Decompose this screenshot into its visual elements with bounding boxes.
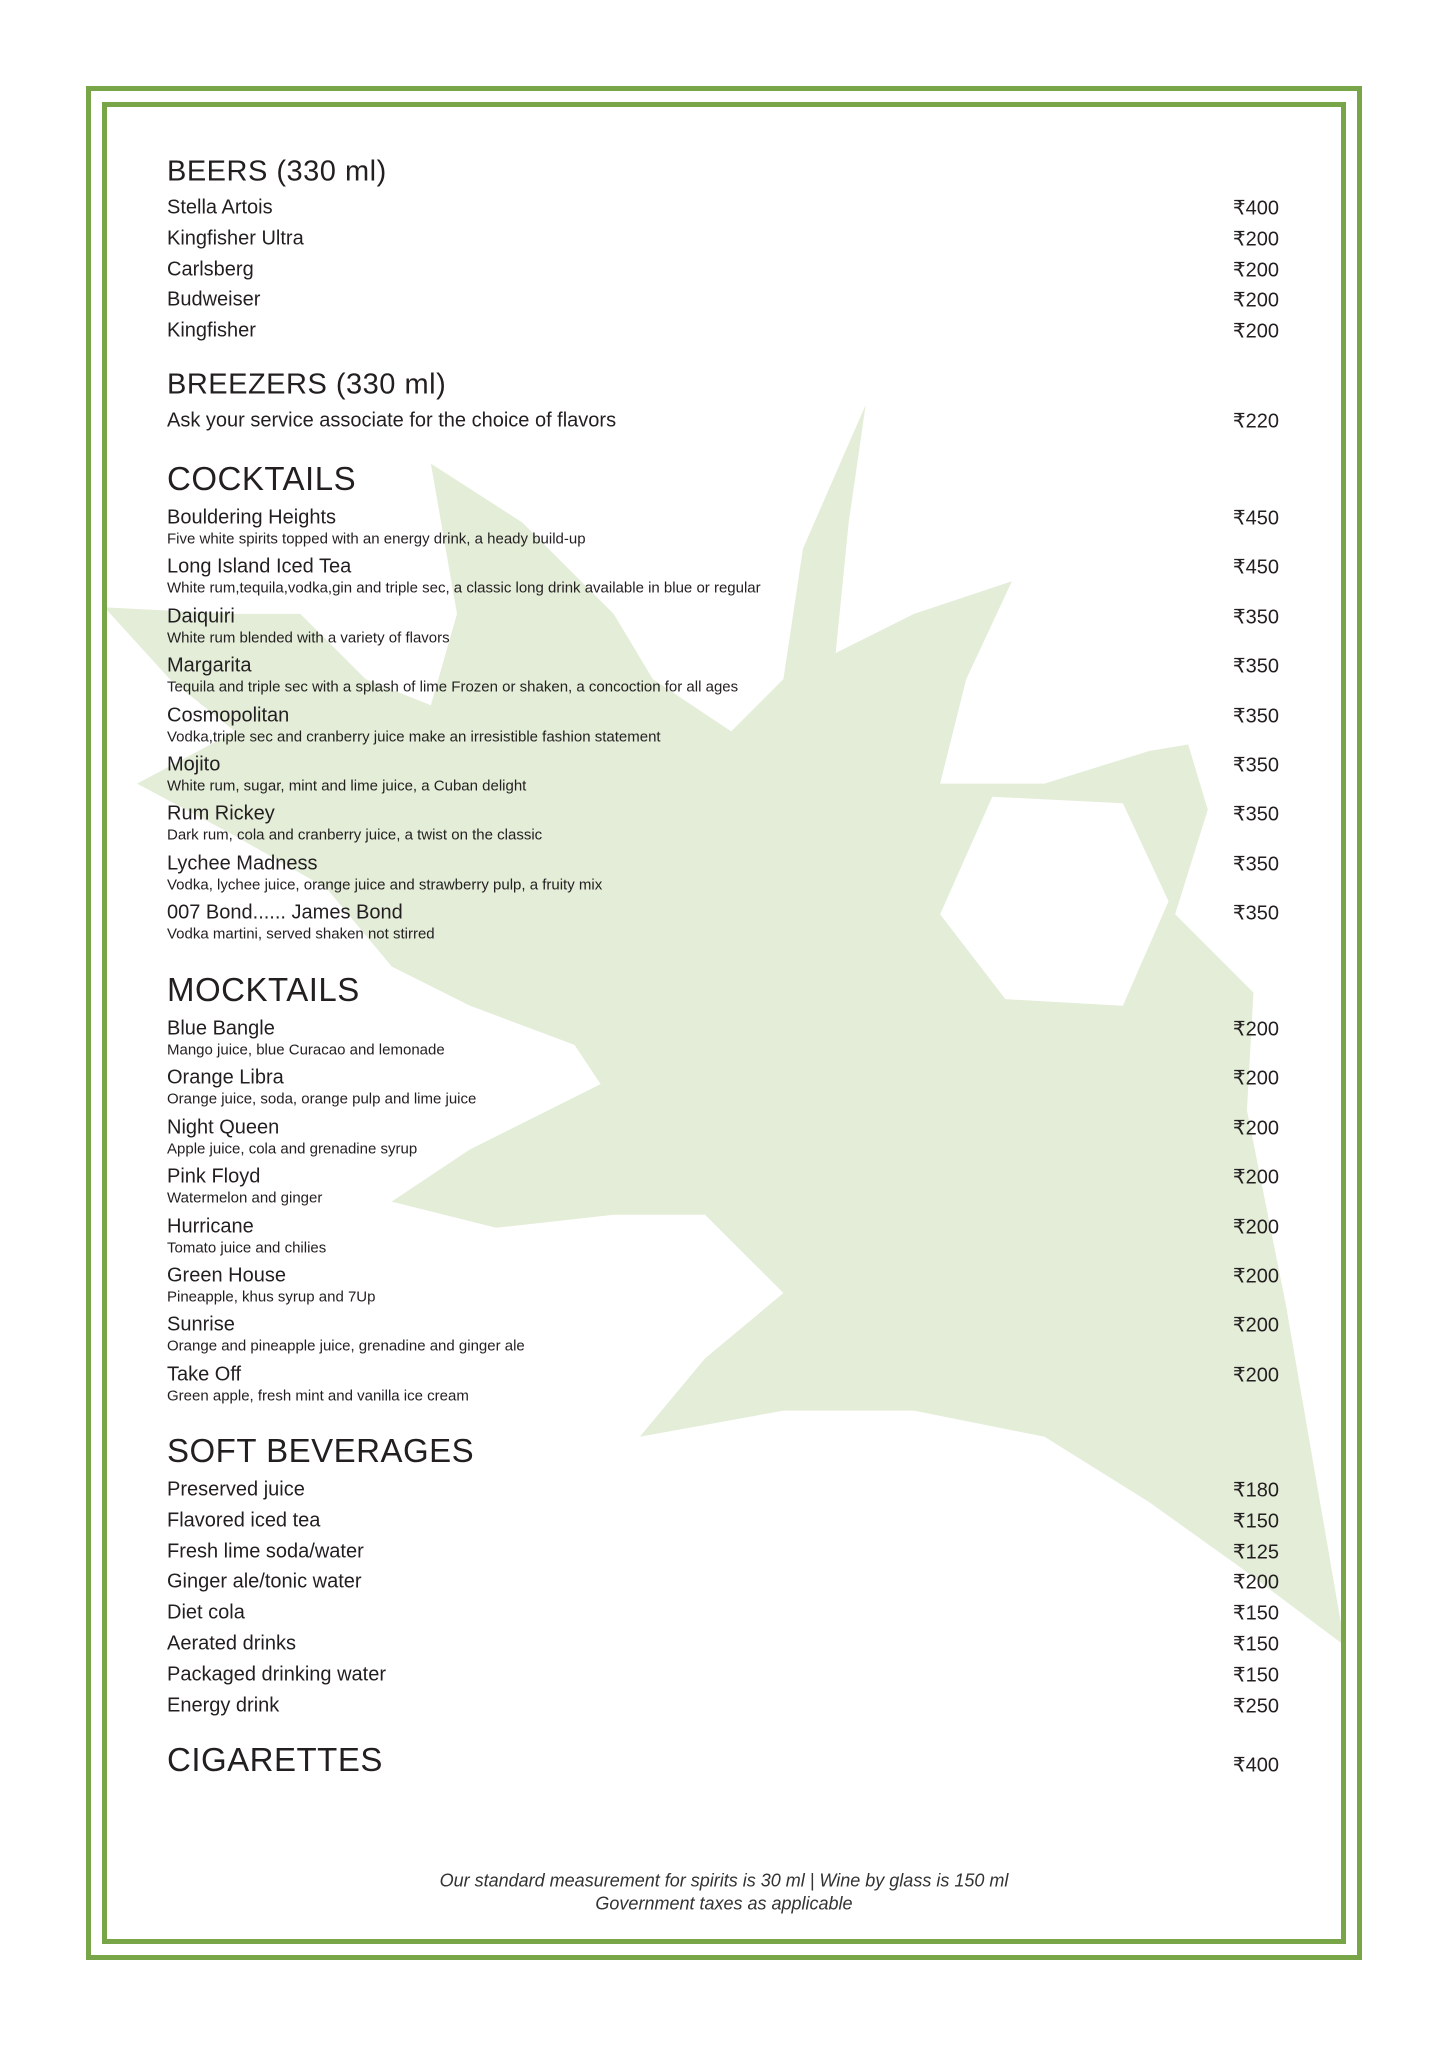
menu-item-name: Blue Bangle bbox=[167, 1017, 275, 1040]
menu-item-name: Ginger ale/tonic water bbox=[167, 1570, 362, 1593]
menu-item-price: ₹250 bbox=[1232, 1695, 1279, 1718]
menu-item-name: Diet cola bbox=[167, 1601, 245, 1624]
menu-item-name: Daiquiri bbox=[167, 605, 235, 628]
menu-item-name: Flavored iced tea bbox=[167, 1509, 321, 1532]
menu-item-price: ₹200 bbox=[1232, 228, 1279, 251]
menu-item-description: White rum, sugar, mint and lime juice, a Cuban delight bbox=[167, 777, 527, 795]
menu-item-description: Vodka,triple sec and cranberry juice make an irresistible fashion statement bbox=[167, 728, 661, 746]
menu-item-price: ₹200 bbox=[1232, 1216, 1279, 1239]
menu-item-name: Fresh lime soda/water bbox=[167, 1540, 364, 1563]
section-heading-mocktails: MOCKTAILS bbox=[167, 971, 360, 1008]
cigarettes-price: ₹400 bbox=[1232, 1754, 1279, 1777]
menu-content bbox=[167, 0, 1279, 2048]
menu-item-price: ₹200 bbox=[1232, 1364, 1279, 1387]
menu-item-name: Margarita bbox=[167, 654, 252, 677]
menu-item-description: Tomato juice and chilies bbox=[167, 1239, 327, 1257]
menu-item-name: Preserved juice bbox=[167, 1478, 305, 1501]
menu-item-description: Watermelon and ginger bbox=[167, 1189, 323, 1207]
menu-item-price: ₹400 bbox=[1232, 197, 1279, 220]
menu-item-name: 007 Bond...... James Bond bbox=[167, 901, 403, 924]
menu-item-name: Aerated drinks bbox=[167, 1632, 296, 1655]
menu-item-price: ₹200 bbox=[1232, 320, 1279, 343]
menu-item-price: ₹450 bbox=[1232, 507, 1279, 530]
menu-item-description: Five white spirits topped with an energy drink, a heady build-up bbox=[167, 530, 586, 548]
menu-item-name: Mojito bbox=[167, 753, 221, 776]
section-heading-soft-beverages: SOFT BEVERAGES bbox=[167, 1432, 475, 1469]
menu-item-price: ₹350 bbox=[1232, 655, 1279, 678]
section-heading-cocktails: COCKTAILS bbox=[167, 460, 357, 497]
menu-item-price: ₹350 bbox=[1232, 705, 1279, 728]
menu-item-price: ₹200 bbox=[1232, 289, 1279, 312]
menu-item-price: ₹220 bbox=[1232, 410, 1279, 433]
menu-item-description: Green apple, fresh mint and vanilla ice cream bbox=[167, 1387, 469, 1405]
menu-item-name: Bouldering Heights bbox=[167, 506, 336, 529]
menu-item-name: Energy drink bbox=[167, 1694, 280, 1717]
menu-item-description: Orange and pineapple juice, grenadine and ginger ale bbox=[167, 1337, 525, 1355]
menu-item-name: Night Queen bbox=[167, 1116, 280, 1139]
menu-item-name: Ask your service associate for the choice of flavors bbox=[167, 409, 617, 432]
menu-item-price: ₹150 bbox=[1232, 1664, 1279, 1687]
footer-note-measurements: Our standard measurement for spirits is 30 ml | Wine by glass is 150 ml bbox=[439, 1870, 1009, 1891]
menu-item-name: Kingfisher bbox=[167, 319, 256, 342]
menu-item-description: Pineapple, khus syrup and 7Up bbox=[167, 1288, 376, 1306]
menu-item-name: Stella Artois bbox=[167, 196, 273, 219]
menu-item-price: ₹350 bbox=[1232, 606, 1279, 629]
menu-item-price: ₹200 bbox=[1232, 259, 1279, 282]
menu-item-price: ₹200 bbox=[1232, 1166, 1279, 1189]
menu-item-price: ₹350 bbox=[1232, 902, 1279, 925]
menu-item-name: Budweiser bbox=[167, 288, 261, 311]
menu-item-price: ₹150 bbox=[1232, 1510, 1279, 1533]
menu-item-description: Orange juice, soda, orange pulp and lime juice bbox=[167, 1090, 477, 1108]
menu-item-description: White rum blended with a variety of flavors bbox=[167, 629, 450, 647]
menu-item-price: ₹200 bbox=[1232, 1314, 1279, 1337]
menu-item-name: Green House bbox=[167, 1264, 286, 1287]
footer-note-taxes: Government taxes as applicable bbox=[595, 1893, 853, 1914]
menu-item-price: ₹350 bbox=[1232, 803, 1279, 826]
menu-item-name: Long Island Iced Tea bbox=[167, 555, 352, 578]
menu-item-price: ₹125 bbox=[1232, 1541, 1279, 1564]
menu-item-price: ₹200 bbox=[1232, 1018, 1279, 1041]
menu-item-description: Vodka, lychee juice, orange juice and strawberry pulp, a fruity mix bbox=[167, 876, 603, 894]
menu-item-price: ₹200 bbox=[1232, 1265, 1279, 1288]
menu-item-name: Kingfisher Ultra bbox=[167, 227, 304, 250]
menu-item-name: Cosmopolitan bbox=[167, 704, 290, 727]
menu-item-name: Rum Rickey bbox=[167, 802, 275, 825]
section-heading-cigarettes: CIGARETTES bbox=[167, 1741, 383, 1778]
menu-item-name: Take Off bbox=[167, 1363, 242, 1386]
menu-item-description: White rum,tequila,vodka,gin and triple sec, a classic long drink available in blue or regular bbox=[167, 579, 761, 597]
menu-item-name: Carlsberg bbox=[167, 258, 254, 281]
section-heading-breezers: BREEZERS (330 ml) bbox=[167, 368, 447, 401]
section-heading-beers: BEERS (330 ml) bbox=[167, 155, 387, 188]
menu-item-name: Orange Libra bbox=[167, 1066, 284, 1089]
menu-item-name: Hurricane bbox=[167, 1215, 254, 1238]
menu-item-price: ₹450 bbox=[1232, 556, 1279, 579]
menu-item-price: ₹200 bbox=[1232, 1571, 1279, 1594]
menu-item-price: ₹200 bbox=[1232, 1117, 1279, 1140]
menu-item-name: Lychee Madness bbox=[167, 852, 318, 875]
menu-item-price: ₹150 bbox=[1232, 1633, 1279, 1656]
menu-item-description: Vodka martini, served shaken not stirred bbox=[167, 925, 435, 943]
menu-item-description: Apple juice, cola and grenadine syrup bbox=[167, 1140, 418, 1158]
menu-item-price: ₹350 bbox=[1232, 754, 1279, 777]
menu-item-price: ₹180 bbox=[1232, 1479, 1279, 1502]
menu-item-name: Sunrise bbox=[167, 1313, 235, 1336]
menu-item-description: Dark rum, cola and cranberry juice, a twist on the classic bbox=[167, 826, 543, 844]
menu-item-price: ₹150 bbox=[1232, 1602, 1279, 1625]
menu-item-description: Mango juice, blue Curacao and lemonade bbox=[167, 1041, 445, 1059]
menu-item-price: ₹350 bbox=[1232, 853, 1279, 876]
menu-item-name: Packaged drinking water bbox=[167, 1663, 387, 1686]
menu-item-name: Pink Floyd bbox=[167, 1165, 261, 1188]
menu-item-description: Tequila and triple sec with a splash of lime Frozen or shaken, a concoction for all ages bbox=[167, 678, 739, 696]
menu-item-price: ₹200 bbox=[1232, 1067, 1279, 1090]
